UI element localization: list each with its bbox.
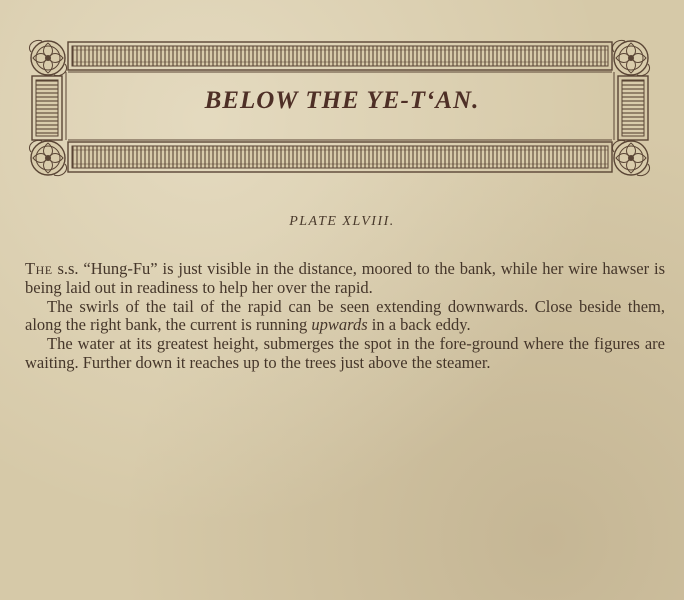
- paragraph-2: [25, 298, 665, 336]
- paragraph-1-text: s.s. “Hung-Fu” is just visible in the distance, moored to the bank, while her wire hawser is being laid out in readiness to help her over the rapid.: [25, 259, 665, 297]
- paragraph-1: [25, 260, 665, 298]
- paragraph-3: The water at its greatest height, submerges the spot in the fore-ground where the figures are waiting. Further down it reaches up to the trees just above the steamer.: [25, 334, 665, 372]
- description-text: [25, 260, 665, 373]
- plate-number: PLATE XLVIII.: [289, 214, 395, 229]
- paragraph-2-emphasis: upwards: [311, 315, 368, 335]
- paragraph-2-text-after: in a back eddy.: [367, 315, 471, 335]
- plate-title: BELOW THE YE-T‘AN.: [204, 87, 480, 114]
- paragraph-2-text-before: The swirls of the tail of the rapid can be seen extending downwards. Close beside them, along the right bank, the current is running: [25, 296, 665, 335]
- lead-word: The: [25, 259, 53, 278]
